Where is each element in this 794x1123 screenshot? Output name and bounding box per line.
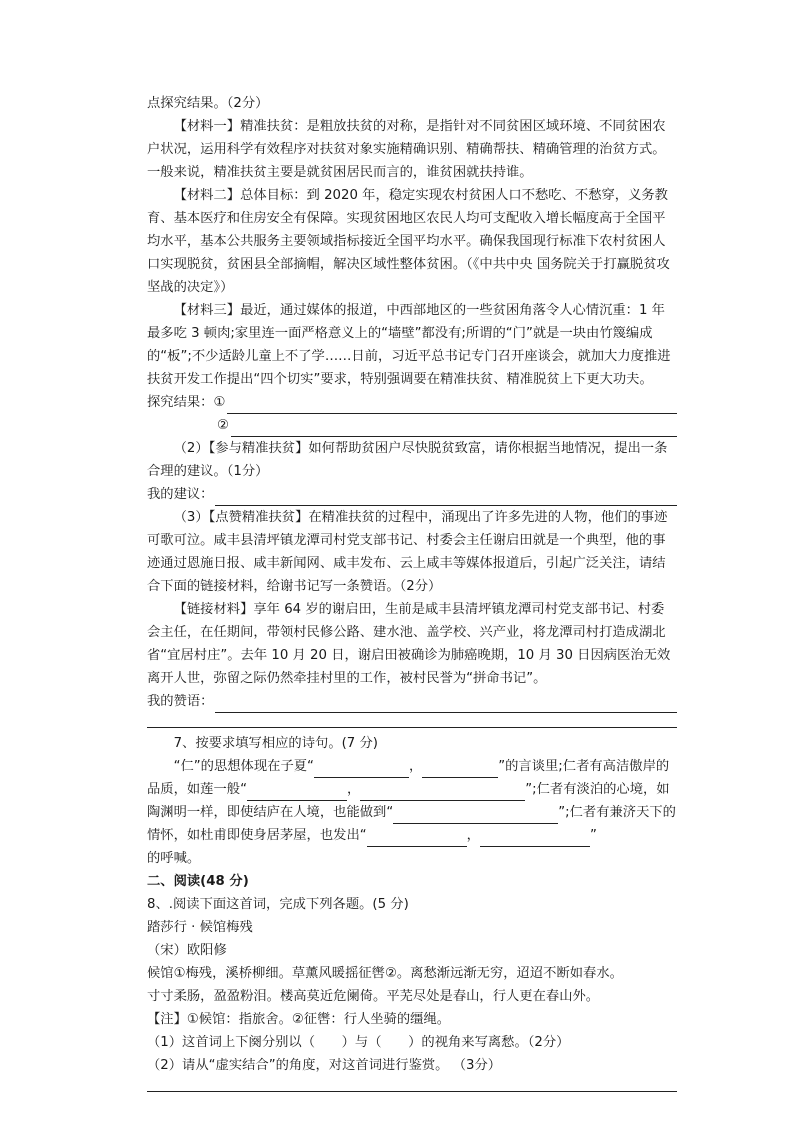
praise-line: [147, 690, 677, 713]
q8-answer-line[interactable]: [147, 1077, 677, 1092]
praise-answer-2[interactable]: [147, 713, 677, 728]
poem-line-1: 候馆①梅残，溪桥柳细。草薰风暖摇征辔②。离愁渐远渐无穷，迢迢不断如春水。: [147, 966, 623, 981]
section-2-heading: 二、阅读(48 分): [147, 874, 249, 889]
q7-comma-1: ，: [408, 759, 423, 774]
material-3: 【材料三】最近，通过媒体的报道，中西部地区的一些贫困角落令人心情沉重：1 年最多吃 3 顿肉;家里连一面严格意义上的“墙壁”都没有;所谓的“门”就是一块由竹篾编成的“板”;不少适龄儿童上不了学……日前，习近平总书记专门召开座谈会，就加大力度推进扶贫开发工作提出“四个切实”要求，特别强调要在精准扶贫、精准脱贫上下更大功夫。: [147, 303, 671, 387]
question-2: （2）【参与精准扶贫】如何帮助贫困户尽快脱贫致富，请你根据当地情况，提出一条合理的建议。（1分）: [147, 441, 668, 479]
blank-3[interactable]: [247, 785, 347, 801]
q7-part-2: ”的言谈里;仁者有高洁傲岸的品质，如莲一般“: [147, 759, 670, 797]
q7-part-6: 的呼喊。: [147, 851, 201, 866]
blank-6[interactable]: [367, 831, 467, 847]
blank-2[interactable]: [422, 762, 498, 778]
suggestion-answer[interactable]: [215, 488, 677, 506]
blank-4[interactable]: [360, 785, 525, 801]
result-label: 探究结果：①: [147, 395, 226, 410]
q7-comma-3: ，: [466, 828, 480, 843]
question-8-1: （1）这首词上下阕分别以（ ）与（ ）的视角来写离愁。（2分）: [147, 1035, 570, 1050]
result-line-1: [147, 391, 677, 414]
result-label-2: ②: [217, 418, 229, 433]
exam-page: [147, 92, 677, 1092]
question-8-2: （2）请从“虚实结合”的角度，对这首词进行鉴赏。 （3分）: [147, 1058, 502, 1073]
intro-text: 点探究结果。（2分）: [147, 96, 269, 111]
material-1: 【材料一】精准扶贫：是粗放扶贫的对称，是指针对不同贫困区域环境、不同贫困农户状况，运用科学有效程序对扶贫对象实施精确识别、精确帮扶、精确管理的治贫方式。一般来说，精准扶贫主要是就贫困居民而言的，谁贫困就扶持谁。: [147, 119, 666, 180]
praise-answer[interactable]: [215, 695, 677, 713]
question-7-title: 7、按要求填写相应的诗句。(7 分): [173, 736, 378, 751]
praise-label: 我的赞语：: [147, 694, 214, 709]
q7-part-1: “仁”的思想体现在子夏“: [173, 759, 314, 774]
poem-note: 【注】①候馆：指旅舍。②征辔：行人坐骑的缰绳。: [147, 1012, 451, 1027]
question-3: （3）【点赞精准扶贫】在精准扶贫的过程中，涌现出了许多先进的人物，他们的事迹可歌可泣。咸丰县清坪镇龙潭司村党支部书记、村委会主任谢启田就是一个典型，他的事迹通过恩施日报、咸丰新闻网、咸丰发布、云上咸丰等媒体报道后，引起广泛关注，请结合下面的链接材料，给谢书记写一条赞语。（2分）: [147, 510, 668, 594]
question-8-title: 8、.阅读下面这首词，完成下列各题。(5 分): [147, 897, 409, 912]
blank-7[interactable]: [480, 831, 590, 847]
q7-part-3: ”;仁者有淡泊的心境，如陶渊明一样，即使结庐在人境，也能做到“: [147, 782, 670, 820]
result-line-2: [217, 414, 677, 437]
blank-1[interactable]: [314, 762, 409, 778]
result-answer-2[interactable]: [231, 419, 677, 437]
poem-title: 踏莎行 · 候馆梅残: [147, 920, 253, 935]
poem-line-2: 寸寸柔肠，盈盈粉泪。楼高莫近危阑倚。平芜尽处是春山，行人更在春山外。: [147, 989, 600, 1004]
question-7-body: [147, 755, 677, 870]
link-material: 【链接材料】享年 64 岁的谢启田，生前是咸丰县清坪镇龙潭司村党支部书记、村委会主任，在任期间，带领村民修公路、建水池、盖学校、兴产业，将龙潭司村打造成湖北省“宜居村庄”。去年 10 月 20 日，谢启田被确诊为肺癌晚期，10 月 30 日因病医治无效离开人世，弥留之际仍然牵挂村里的工作，被村民誉为“拼命书记”。: [147, 602, 671, 686]
suggestion-line: [147, 483, 677, 506]
q7-part-4: ”;仁者有兼济天下的情怀，如杜甫即使身居茅屋，也发出“: [147, 805, 676, 843]
poem-author: （宋）欧阳修: [147, 943, 227, 958]
q7-comma-2: ，: [346, 782, 361, 797]
suggestion-label: 我的建议：: [147, 487, 214, 502]
blank-5[interactable]: [393, 808, 558, 824]
material-2: 【材料二】总体目标：到 2020 年，稳定实现农村贫困人口不愁吃、不愁穿，义务教育、基本医疗和住房安全有保障。实现贫困地区农民人均可支配收入增长幅度高于全国平均水平，基本公共服务主要领域指标接近全国平均水平。确保我国现行标准下农村贫困人口实现脱贫，贫困县全部摘帽，解决区域性整体贫困。（《中共中央 国务院关于打赢脱贫攻坚战的决定》）: [147, 188, 670, 295]
result-answer-1[interactable]: [227, 396, 677, 414]
q7-part-5: ”: [589, 828, 597, 843]
